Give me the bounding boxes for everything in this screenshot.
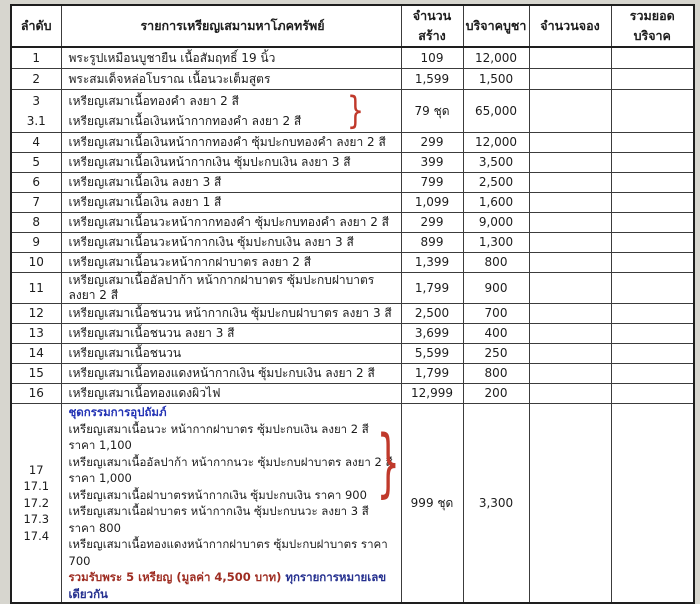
col-header-reserved-count: จำนวนจอง [529,5,611,47]
row-number: 10 [11,253,61,273]
reserved-count [529,404,611,604]
col-header-donation-price: บริจาคบูชา [463,5,529,47]
item-name: เหรียญเสมาเนื้อเงิน ลงยา 3 สี [61,173,401,193]
table-row [11,324,694,344]
total-donation [611,404,694,604]
table-row [11,69,694,90]
table-row [11,304,694,324]
row-number: 11 [11,273,61,304]
total-donation [611,233,694,253]
row-number: 4 [11,133,61,153]
total-donation [611,193,694,213]
donation-price: 12,000 [463,47,529,69]
made-count: 399 [401,153,463,173]
made-count: 1,799 [401,273,463,304]
row-number-line: 3 [32,94,41,108]
col-header-item-list: รายการเหรียญเสมามหาโภคทรัพย์ [61,5,401,47]
made-count: 79 ชุด [401,90,463,133]
reserved-count [529,304,611,324]
donation-price: 9,000 [463,213,529,233]
row-number: 8 [11,213,61,233]
row-number-line: 17.1 [23,479,50,494]
table-row [11,153,694,173]
reserved-count [529,213,611,233]
set-summary-blue-text: ทุกรายการหมายเลขเดียวกัน [68,570,387,601]
donation-price: 800 [463,253,529,273]
row-number-line: 17.3 [23,512,50,527]
row-number: 14 [11,344,61,364]
donation-price: 200 [463,384,529,404]
total-donation [611,273,694,304]
item-name: เหรียญเสมาเนื้อทองแดงผิวไฟ [61,384,401,404]
total-donation [611,364,694,384]
col-header-order: ลำดับ [11,5,61,47]
table-row [11,364,694,384]
table-row [11,193,694,213]
donation-price: 3,300 [463,404,529,604]
item-line: เหรียญเสมาเนื้อนวะ หน้ากากฝาบาตร ซุ้มปะกบเงิน ลงยา 2 สี ราคา 1,100 [68,421,369,452]
reserved-count [529,273,611,304]
item-line: เหรียญเสมาเนื้อฝาบาตรหน้ากากเงิน ซุ้มปะกบเงิน ราคา 900 [68,487,367,502]
reserved-count [529,233,611,253]
reserved-count [529,384,611,404]
donation-price: 12,000 [463,133,529,153]
row-number-line: 3.1 [26,114,46,128]
red-brace-mark: } [376,420,401,506]
reserved-count [529,173,611,193]
made-count: 1,399 [401,253,463,273]
total-donation [611,344,694,364]
row-number: 15 [11,364,61,384]
made-count: 299 [401,213,463,233]
table-row [11,384,694,404]
total-donation [611,324,694,344]
row-number-line: 17 [28,462,44,477]
reserved-count [529,253,611,273]
row-number: 12 [11,304,61,324]
item-line: เหรียญเสมาเนื้อเงินหน้ากากทองคำ ลงยา 2 สี [68,114,302,128]
set-summary-line [69,569,397,602]
row-number: 9 [11,233,61,253]
item-name: เหรียญเสมาเนื้อเงิน ลงยา 1 สี [61,193,401,213]
made-count: 1,799 [401,364,463,384]
item-name: เหรียญเสมาเนื้อนวะหน้ากากเงิน ซุ้มปะกบเงิน ลงยา 3 สี [61,233,401,253]
table-row [11,213,694,233]
table-row [11,344,694,364]
total-donation [611,47,694,69]
table-header [11,5,694,47]
row-number-line: 17.4 [23,528,50,543]
donation-price: 1,600 [463,193,529,213]
reserved-count [529,69,611,90]
item-name: เหรียญเสมาเนื้อเงินหน้ากากเงิน ซุ้มปะกบเงิน ลงยา 3 สี [61,153,401,173]
total-donation [611,69,694,90]
row-number: 1 [11,47,61,69]
table-row [11,273,694,304]
table-row [11,404,694,604]
item-line: เหรียญเสมาเนื้ออัลปาก้า หน้ากากนวะ ซุ้มปะกบฝาบาตร ลงยา 2 สี ราคา 1,000 [68,454,393,485]
reserved-count [529,324,611,344]
item-line: เหรียญเสมาเนื้อทองคำ ลงยา 2 สี [68,94,239,108]
row-number-line: 17.2 [23,495,50,510]
made-count: 799 [401,173,463,193]
table-row [11,47,694,69]
table-row [11,173,694,193]
table-row [11,233,694,253]
item-name: เหรียญเสมาเนื้ออัลปาก้า หน้ากากฝาบาตร ซุ้มปะกบฝาบาตร ลงยา 2 สี [61,273,401,304]
item-name-committee [61,404,401,604]
made-count: 3,699 [401,324,463,344]
made-count: 12,999 [401,384,463,404]
row-number: 13 [11,324,61,344]
donation-price: 1,500 [463,69,529,90]
row-number: 16 [11,384,61,404]
table-row [11,133,694,153]
row-number: 6 [11,173,61,193]
col-header-total-donation: รวมยอดบริจาค [611,5,694,47]
row-number-spacer [12,445,61,462]
item-line: เหรียญเสมาเนื้อทองแดงหน้ากากฝาบาตร ซุ้มปะกบฝาบาตร ราคา 700 [68,537,388,568]
row-number: 2 [11,69,61,90]
reserved-count [529,153,611,173]
item-name: เหรียญเสมาเนื้อเงินหน้ากากทองคำ ซุ้มปะกบทองคำ ลงยา 2 สี [61,133,401,153]
red-brace-mark: } [346,89,364,133]
set-summary-red-text: รวมรับพระ 5 เหรียญ (มูลค่า 4,500 บาท) [68,570,286,584]
donation-price: 900 [463,273,529,304]
made-count: 899 [401,233,463,253]
reserved-count [529,364,611,384]
made-count: 2,500 [401,304,463,324]
made-count: 109 [401,47,463,69]
row-number-committee [11,404,61,604]
donation-price: 1,300 [463,233,529,253]
table-body [11,47,694,603]
amulet-price-table [10,4,695,604]
item-name: เหรียญเสมาเนื้อทองแดงหน้ากากเงิน ซุ้มปะกบเงิน ลงยา 2 สี [61,364,401,384]
item-name: พระรูปเหมือนบูชายืน เนื้อสัมฤทธิ์ 19 นิ้ว [61,47,401,69]
item-name: พระสมเด็จหล่อโบราณ เนื้อนวะเต็มสูตร [61,69,401,90]
made-count: 999 ชุด [401,404,463,604]
made-count: 5,599 [401,344,463,364]
header-row [11,5,694,47]
reserved-count [529,193,611,213]
donation-price: 700 [463,304,529,324]
item-name: เหรียญเสมาเนื้อชนวน [61,344,401,364]
item-name-group [61,90,401,133]
reserved-count [529,133,611,153]
total-donation [611,304,694,324]
item-line: เหรียญเสมาเนื้อฝาบาตร หน้ากากเงิน ซุ้มปะกบนวะ ลงยา 3 สี ราคา 800 [68,504,369,535]
item-name: เหรียญเสมาเนื้อนวะหน้ากากฝาบาตร ลงยา 2 สี [61,253,401,273]
table-row [11,253,694,273]
total-donation [611,133,694,153]
total-donation [611,384,694,404]
donation-price: 3,500 [463,153,529,173]
made-count: 1,099 [401,193,463,213]
reserved-count [529,90,611,133]
donation-price: 250 [463,344,529,364]
row-number-spacer [12,544,61,561]
item-name: เหรียญเสมาเนื้อชนวน หน้ากากเงิน ซุ้มปะกบฝาบาตร ลงยา 3 สี [61,304,401,324]
total-donation [611,253,694,273]
reserved-count [529,344,611,364]
donation-price: 65,000 [463,90,529,133]
donation-price: 400 [463,324,529,344]
made-count: 1,599 [401,69,463,90]
item-name: เหรียญเสมาเนื้อนวะหน้ากากทองคำ ซุ้มปะกบทองคำ ลงยา 2 สี [61,213,401,233]
col-header-made-count: จำนวนสร้าง [401,5,463,47]
row-number: 7 [11,193,61,213]
table-row [11,90,694,133]
total-donation [611,173,694,193]
item-name: เหรียญเสมาเนื้อชนวน ลงยา 3 สี [61,324,401,344]
total-donation [611,153,694,173]
row-number: 5 [11,153,61,173]
committee-set-heading: ชุดกรรมการอุปถัมภ์ [68,405,167,419]
total-donation [611,213,694,233]
donation-price: 800 [463,364,529,384]
reserved-count [529,47,611,69]
total-donation [611,90,694,133]
made-count: 299 [401,133,463,153]
row-number-group [11,90,61,133]
donation-price: 2,500 [463,173,529,193]
